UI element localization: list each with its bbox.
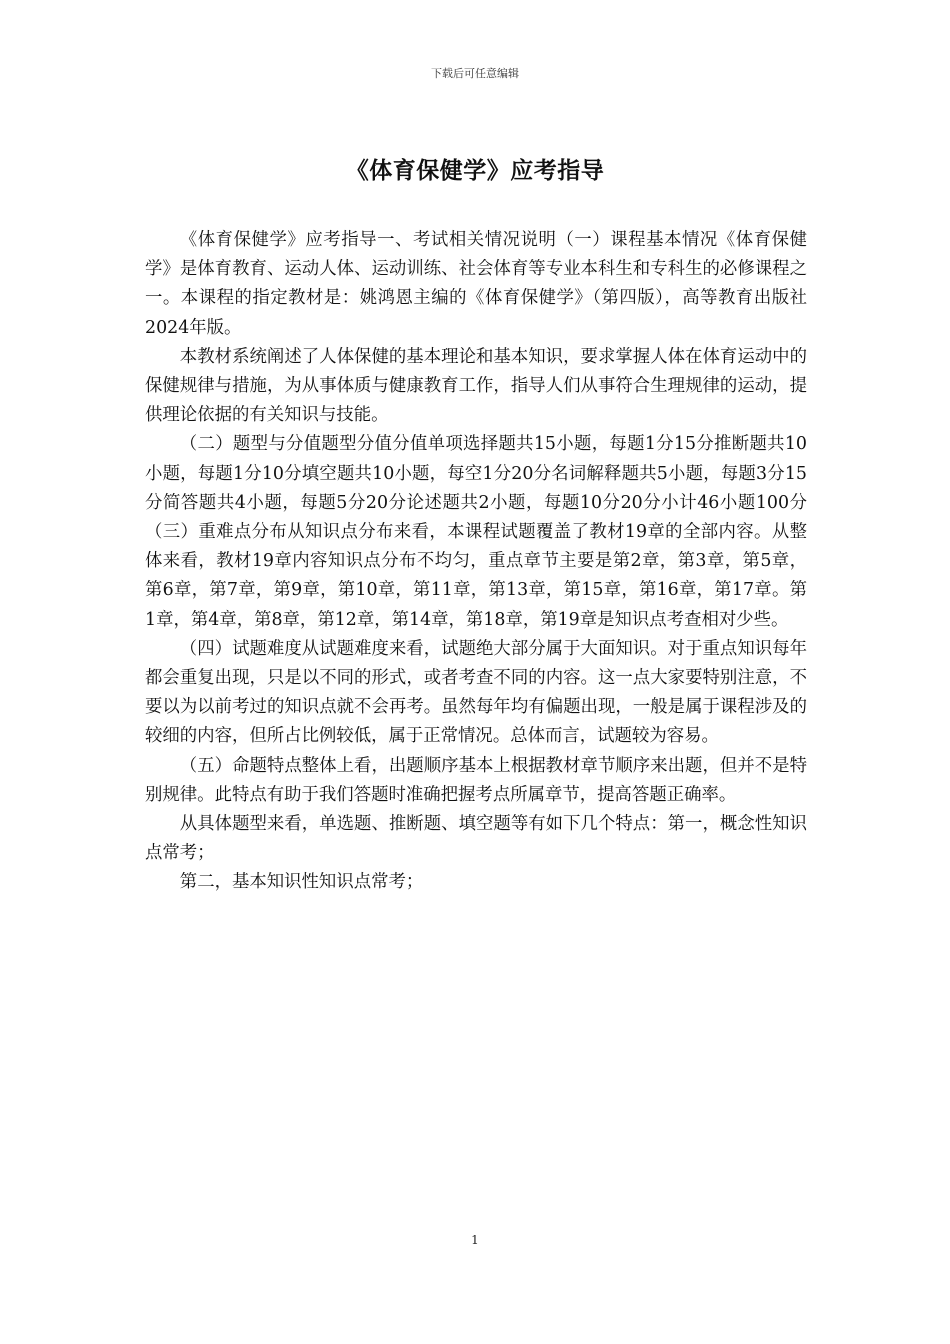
- paragraph-5: （五）命题特点整体上看，出题顺序基本上根据教材章节顺序来出题，但并不是特别规律。此特点有助于我们答题时准确把握考点所属章节，提高答题正确率。: [145, 755, 807, 805]
- paragraph-3: （二）题型与分值题型分值分值单项选择题共15小题，每题1分15分推断题共10小题，每题1分10分填空题共10小题，每空1分20分名词解释题共5小题，每题3分15分简答题共4小题，每题5分20分论述题共2小题，每题10分20分小计46小题100分（三）重难点分布从知识点分布来看，本课程试题覆盖了教材19章的全部内容。从整体来看，教材19章内容知识点分布不均匀，重点章节主要是第2章，第3章，第5章，第6章，第7章，第9章，第10章，第11章，第13章，第15章，第16章，第17章。第1章，第4章，第8章，第12章，第14章，第18章，第19章是知识点考查相对少些。: [145, 434, 807, 630]
- page-number: 1: [471, 1233, 479, 1247]
- paragraph-2: 本教材系统阐述了人体保健的基本理论和基本知识，要求掌握人体在体育运动中的保健规律与措施，为从事体质与健康教育工作，指导人们从事符合生理规律的运动，提供理论依据的有关知识与技能。: [145, 346, 807, 426]
- page-header: 下载后可任意编辑: [431, 67, 519, 80]
- paragraph-1: 《体育保健学》应考指导一、考试相关情况说明（一）课程基本情况《体育保健学》是体育教育、运动人体、运动训练、社会体育等专业本科生和专科生的必修课程之一。本课程的指定教材是：姚鸿恩主编的《体育保健学》（第四版），高等教育出版社2024年版。: [145, 230, 807, 338]
- paragraph-7: 第二，基本知识性知识点常考；: [179, 872, 424, 893]
- paragraph-6: 从具体题型来看，单选题、推断题、填空题等有如下几个特点：第一，概念性知识点常考；: [145, 814, 807, 864]
- document-body: [145, 226, 807, 898]
- document-title: 《体育保健学》应考指导: [345, 158, 605, 184]
- paragraph-4: （四）试题难度从试题难度来看，试题绝大部分属于大面知识。对于重点知识每年都会重复出现，只是以不同的形式，或者考查不同的内容。这一点大家要特别注意，不要以为以前考过的知识点就不会再考。虽然每年均有偏题出现，一般是属于课程涉及的较细的内容，但所占比例较低，属于正常情况。总体而言，试题较为容易。: [145, 638, 807, 747]
